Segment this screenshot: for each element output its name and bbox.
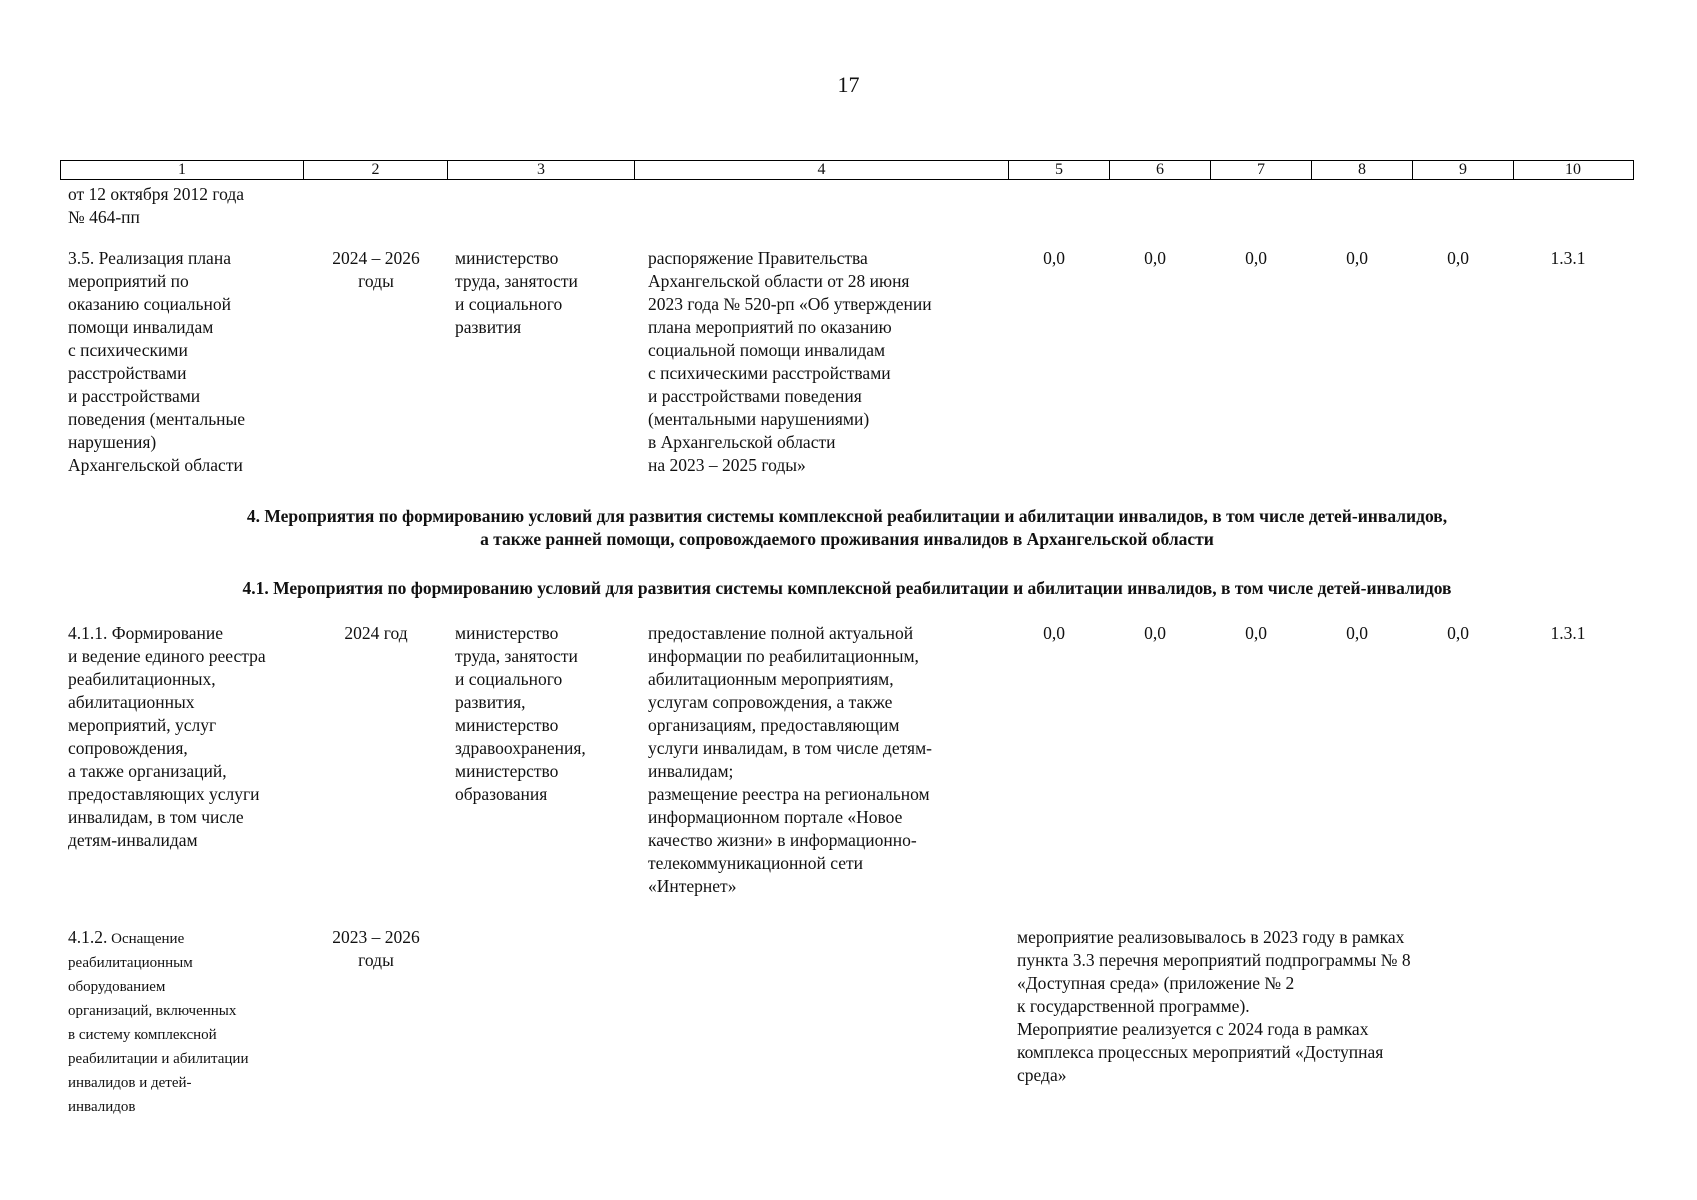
row-4-1-1-value-6: 0,0 — [1144, 623, 1166, 643]
column-header-row — [60, 160, 1634, 180]
row-4-1-2-years: 2023 – 2026 годы — [332, 927, 420, 970]
column-header-8: 8 — [1311, 161, 1412, 179]
row-3-5-value-7: 0,0 — [1245, 248, 1267, 268]
column-header-4: 4 — [634, 161, 1008, 179]
section-4-1-heading: 4.1. Мероприятия по формированию условий для развития системы комплексной реабилитации и абилитации инвалидов, в том числе детей-инвалидов — [242, 578, 1452, 598]
row-4-1-1-value-5: 0,0 — [1043, 623, 1065, 643]
row-3-5-years: 2024 – 2026 годы — [332, 248, 420, 291]
row-4-1-1-value-8: 0,0 — [1346, 623, 1368, 643]
section-4-heading: 4. Мероприятия по формированию условий для развития системы комплексной реабилитации и абилитации инвалидов, в том числе детей-инвалидов, а также ранней помощи, сопровождаемого проживания инвалидов в Архангельской области — [246, 506, 1448, 549]
row-4-1-1-name: 4.1.1. Формирование и ведение единого реестра реабилитационных, абилитационных мероприятий, услуг сопровождения, а также организаций, предоставляющих услуги инвалидам, в том числе детям-инвалидам — [68, 623, 266, 850]
row-3-5-value-9: 0,0 — [1447, 248, 1469, 268]
column-header-10: 10 — [1513, 161, 1632, 179]
row-3-5-value-6: 0,0 — [1144, 248, 1166, 268]
column-header-1: 1 — [178, 161, 186, 178]
row-3-5-result: распоряжение Правительства Архангельской области от 28 июня 2023 года № 520-рп «Об утверждении плана мероприятий по оказанию социальной помощи инвалидам с психическими расстройствами и расстройствами поведения (ментальными нарушениями) в Архангельской области на 2023 – 2025 годы» — [648, 248, 932, 475]
row-4-1-2-number: 4.1.2. — [68, 927, 108, 947]
column-header-7: 7 — [1210, 161, 1311, 179]
row-4-1-2-note: мероприятие реализовывалось в 2023 году в рамках пункта 3.3 перечня мероприятий подпрограммы № 8 «Доступная среда» (приложение № 2 к государственной программе). Мероприятие реализуется с 2024 года в рамках комплекса процессных мероприятий «Доступная среда» — [1017, 927, 1411, 1085]
row-4-1-1-value-7: 0,0 — [1245, 623, 1267, 643]
row-4-1-2-name — [68, 926, 308, 1118]
row-4-1-2-name-text: Оснащение реабилитационным оборудованием организаций, включенных в систему комплексной реабилитации и абилитации инвалидов и детей- инвалидов — [68, 931, 249, 1115]
column-header-3: 3 — [447, 161, 634, 179]
page-number: 17 — [837, 72, 860, 97]
row-3-5-value-5: 0,0 — [1043, 248, 1065, 268]
row-3-5-executor: министерство труда, занятости и социального развития — [455, 248, 578, 337]
row-4-1-1-result: предоставление полной актуальной информации по реабилитационным, абилитационным мероприятиям, услугам сопровождения, а также организациям, предоставляющим услуги инвалидам, в том числе детям- инвалидам; размещение реестра на региональном информационном портале «Новое качество жизни» в информационно- телекоммуникационной сети «Интернет» — [648, 623, 932, 896]
row-3-5-indicator: 1.3.1 — [1550, 248, 1586, 268]
row-3-5-name: 3.5. Реализация плана мероприятий по оказанию социальной помощи инвалидам с психическими расстройствами и расстройствами поведения (ментальные нарушения) Архангельской области — [68, 248, 246, 475]
row-4-1-1-executor: министерство труда, занятости и социального развития, министерство здравоохранения, министерство образования — [455, 623, 586, 804]
column-header-5: 5 — [1008, 161, 1109, 179]
column-header-9: 9 — [1412, 161, 1513, 179]
row-3-5-value-8: 0,0 — [1346, 248, 1368, 268]
row-4-1-1-indicator: 1.3.1 — [1550, 623, 1586, 643]
continuation-text: от 12 октября 2012 года № 464-пп — [68, 184, 245, 227]
row-4-1-1-value-9: 0,0 — [1447, 623, 1469, 643]
column-header-6: 6 — [1109, 161, 1210, 179]
column-header-2: 2 — [303, 161, 447, 179]
row-4-1-1-years: 2024 год — [344, 623, 408, 643]
